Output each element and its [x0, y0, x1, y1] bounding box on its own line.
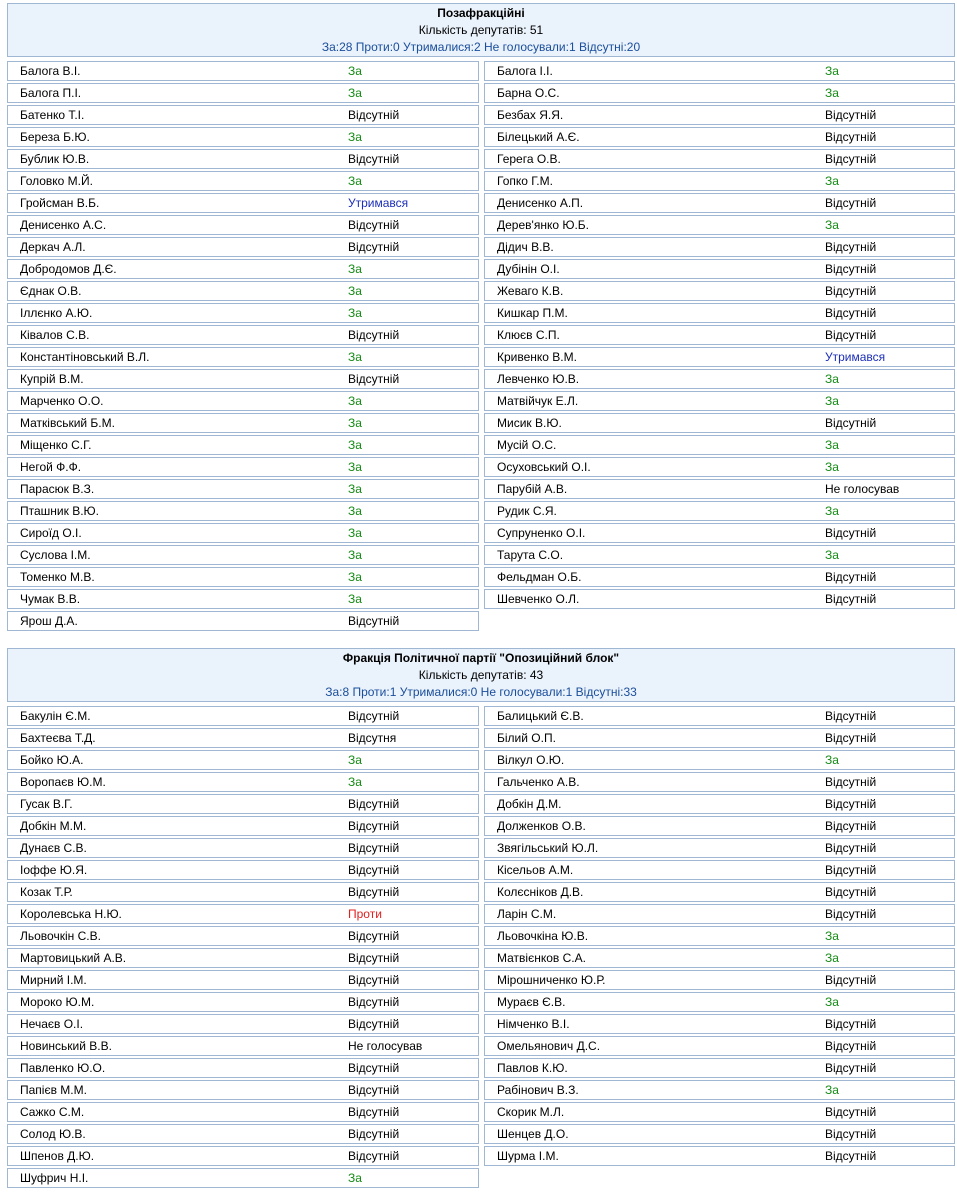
- vote-result: За: [825, 753, 839, 767]
- deputy-name: Безбах Я.Я.: [497, 108, 564, 122]
- deputy-name: Бублик Ю.В.: [20, 152, 90, 166]
- deputy-name: Ківалов С.В.: [20, 328, 90, 342]
- member-row: [484, 1102, 955, 1122]
- vote-result: Відсутній: [825, 570, 877, 584]
- deputy-name: Бакулін Є.М.: [20, 709, 91, 723]
- vote-result: За: [825, 86, 839, 100]
- member-row: [484, 772, 955, 792]
- member-row: [484, 970, 955, 990]
- member-row: [484, 259, 955, 279]
- member-row: [7, 259, 479, 279]
- deputy-name: Мисик В.Ю.: [497, 416, 562, 430]
- member-row: [484, 523, 955, 543]
- deputy-name: Рудик С.Я.: [497, 504, 557, 518]
- vote-result: Відсутній: [348, 1127, 400, 1141]
- vote-result: За: [825, 218, 839, 232]
- member-row: [484, 904, 955, 924]
- vote-result: За: [348, 548, 362, 562]
- vote-result: За: [825, 372, 839, 386]
- member-row: [7, 926, 479, 946]
- vote-result: Відсутній: [825, 262, 877, 276]
- vote-result: Відсутній: [348, 1061, 400, 1075]
- member-row: [484, 61, 955, 81]
- member-row: [484, 457, 955, 477]
- deputy-name: Балога І.І.: [497, 64, 553, 78]
- deputy-name: Мусій О.С.: [497, 438, 557, 452]
- deputy-name: Сироїд О.І.: [20, 526, 82, 540]
- member-row: [484, 413, 955, 433]
- deputy-name: Новинський В.В.: [20, 1039, 112, 1053]
- deputy-name: Кісельов А.М.: [497, 863, 574, 877]
- member-row: [484, 347, 955, 367]
- member-row: [484, 391, 955, 411]
- member-row: [484, 1014, 955, 1034]
- deputy-name: Матвійчук Е.Л.: [497, 394, 579, 408]
- vote-result: Відсутній: [825, 731, 877, 745]
- member-row: [484, 567, 955, 587]
- vote-result: Відсутній: [825, 240, 877, 254]
- deputy-name: Бойко Ю.А.: [20, 753, 84, 767]
- vote-result: Відсутній: [348, 108, 400, 122]
- vote-result: Відсутній: [348, 1017, 400, 1031]
- deputy-name: Матківський Б.М.: [20, 416, 115, 430]
- vote-result: Відсутній: [825, 196, 877, 210]
- deputy-name: Чумак В.В.: [20, 592, 81, 606]
- vote-result: Відсутня: [348, 731, 397, 745]
- deputy-name: Жеваго К.В.: [497, 284, 564, 298]
- vote-result: Відсутній: [825, 1039, 877, 1053]
- deputy-name: Звягільський Ю.Л.: [497, 841, 599, 855]
- deputy-name: Дідич В.В.: [497, 240, 554, 254]
- member-row: [484, 149, 955, 169]
- faction-member-count: Кількість депутатів: 43: [418, 668, 544, 682]
- member-row: [7, 1036, 479, 1056]
- member-row: [484, 860, 955, 880]
- member-row: [484, 193, 955, 213]
- deputy-name: Мирний І.М.: [20, 973, 87, 987]
- deputy-name: Дерев'янко Ю.Б.: [497, 218, 589, 232]
- deputy-name: Німченко В.І.: [497, 1017, 570, 1031]
- deputy-name: Омельянович Д.С.: [497, 1039, 601, 1053]
- member-row: [7, 523, 479, 543]
- member-row: [484, 83, 955, 103]
- member-row: [7, 83, 479, 103]
- member-row: [7, 347, 479, 367]
- vote-result: Відсутній: [348, 709, 400, 723]
- vote-result: Відсутній: [348, 1083, 400, 1097]
- deputy-name: Солод Ю.В.: [20, 1127, 86, 1141]
- deputy-name: Негой Ф.Ф.: [20, 460, 82, 474]
- vote-result: Відсутній: [348, 863, 400, 877]
- member-row: [484, 1080, 955, 1100]
- deputy-name: Барна О.С.: [497, 86, 560, 100]
- member-row: [7, 479, 479, 499]
- deputy-name: Долженков О.В.: [497, 819, 586, 833]
- member-grid: [7, 57, 955, 629]
- deputy-name: Балога В.І.: [20, 64, 81, 78]
- deputy-name: Мартовицький А.В.: [20, 951, 127, 965]
- vote-result: Відсутній: [825, 416, 877, 430]
- vote-result: За: [348, 64, 362, 78]
- deputy-name: Балицький Є.В.: [497, 709, 584, 723]
- member-row: [484, 750, 955, 770]
- deputy-name: Пташник В.Ю.: [20, 504, 99, 518]
- deputy-name: Марченко О.О.: [20, 394, 104, 408]
- vote-result: За: [348, 775, 362, 789]
- faction-vote-summary: За:28 Проти:0 Утрималися:2 Не голосували:1 Відсутні:20: [321, 40, 641, 54]
- vote-result: Відсутній: [825, 863, 877, 877]
- vote-result: За: [825, 64, 839, 78]
- deputy-name: Денисенко А.П.: [497, 196, 584, 210]
- member-row: [7, 772, 479, 792]
- member-row: [484, 794, 955, 814]
- vote-result: Відсутній: [825, 973, 877, 987]
- deputy-name: Міщенко С.Г.: [20, 438, 92, 452]
- vote-result: Не голосував: [825, 482, 900, 496]
- member-row: [7, 589, 479, 609]
- member-row: [7, 457, 479, 477]
- vote-result: Відсутній: [825, 797, 877, 811]
- deputy-name: Нечаєв О.І.: [20, 1017, 84, 1031]
- member-row: [7, 215, 479, 235]
- vote-result: Відсутній: [825, 1017, 877, 1031]
- vote-result: Відсутній: [825, 108, 877, 122]
- member-row: [7, 127, 479, 147]
- member-row: [484, 105, 955, 125]
- vote-result: За: [825, 504, 839, 518]
- member-row: [484, 127, 955, 147]
- vote-result: Відсутній: [825, 1105, 877, 1119]
- member-row: [484, 992, 955, 1012]
- vote-result: За: [348, 416, 362, 430]
- member-row: [7, 281, 479, 301]
- deputy-name: Купрій В.М.: [20, 372, 84, 386]
- deputy-name: Льовочкін С.В.: [20, 929, 101, 943]
- faction-vote-summary: За:8 Проти:1 Утрималися:0 Не голосували:1 Відсутні:33: [325, 685, 637, 699]
- faction-header: [7, 3, 955, 57]
- member-row: [7, 501, 479, 521]
- vote-result: За: [825, 174, 839, 188]
- member-row: [484, 1124, 955, 1144]
- vote-result: Відсутній: [825, 1127, 877, 1141]
- vote-result: За: [348, 504, 362, 518]
- vote-result: Відсутній: [825, 592, 877, 606]
- member-row: [7, 545, 479, 565]
- member-row: [7, 794, 479, 814]
- member-row: [7, 706, 479, 726]
- vote-result: За: [825, 460, 839, 474]
- member-row: [7, 149, 479, 169]
- member-row: [484, 816, 955, 836]
- deputy-name: Денисенко А.С.: [20, 218, 107, 232]
- deputy-name: Білецький А.Є.: [497, 130, 580, 144]
- vote-result: За: [348, 350, 362, 364]
- deputy-name: Ларін С.М.: [497, 907, 557, 921]
- vote-result: Відсутній: [825, 775, 877, 789]
- member-row: [7, 1102, 479, 1122]
- faction-block-independent: [7, 3, 955, 629]
- deputy-name: Шенцев Д.О.: [497, 1127, 569, 1141]
- deputy-name: Льовочкіна Ю.В.: [497, 929, 589, 943]
- faction-title: Фракція Політичної партії "Опозиційний блок": [342, 651, 620, 665]
- vote-result: Відсутній: [348, 973, 400, 987]
- deputy-name: Бахтеєва Т.Д.: [20, 731, 96, 745]
- vote-result: Відсутній: [348, 614, 400, 628]
- deputy-name: Батенко Т.І.: [20, 108, 85, 122]
- deputy-name: Козак Т.Р.: [20, 885, 73, 899]
- deputy-name: Гопко Г.М.: [497, 174, 553, 188]
- member-row: [7, 193, 479, 213]
- vote-result: Відсутній: [825, 306, 877, 320]
- vote-result: За: [825, 995, 839, 1009]
- faction-header: [7, 648, 955, 702]
- deputy-name: Константіновський В.Л.: [20, 350, 150, 364]
- deputy-name: Суслова І.М.: [20, 548, 91, 562]
- member-row: [7, 369, 479, 389]
- vote-result: Відсутній: [348, 1149, 400, 1163]
- deputy-name: Єднак О.В.: [20, 284, 82, 298]
- member-row: [484, 303, 955, 323]
- vote-result: Відсутній: [825, 152, 877, 166]
- vote-result: Проти: [348, 907, 382, 921]
- member-row: [7, 838, 479, 858]
- vote-result: За: [348, 306, 362, 320]
- member-row: [484, 926, 955, 946]
- faction-member-count: Кількість депутатів: 51: [418, 23, 544, 37]
- member-row: [7, 948, 479, 968]
- member-row: [7, 1014, 479, 1034]
- vote-result: За: [348, 394, 362, 408]
- deputy-name: Мірошниченко Ю.Р.: [497, 973, 606, 987]
- deputy-name: Павлов К.Ю.: [497, 1061, 568, 1075]
- member-row: [7, 61, 479, 81]
- member-row: [7, 611, 479, 631]
- member-row: [7, 904, 479, 924]
- vote-result: Відсутній: [825, 709, 877, 723]
- member-row: [484, 1036, 955, 1056]
- vote-result: Відсутній: [348, 841, 400, 855]
- vote-result: За: [348, 753, 362, 767]
- vote-result: Відсутній: [825, 328, 877, 342]
- deputy-name: Добкін Д.М.: [497, 797, 562, 811]
- vote-result: За: [348, 460, 362, 474]
- deputy-name: Папієв М.М.: [20, 1083, 87, 1097]
- vote-result: Відсутній: [348, 951, 400, 965]
- deputy-name: Гройсман В.Б.: [20, 196, 100, 210]
- vote-result: Відсутній: [348, 929, 400, 943]
- deputy-name: Королевська Н.Ю.: [20, 907, 122, 921]
- faction-block-opposition: [7, 648, 955, 1186]
- member-row: [484, 435, 955, 455]
- member-row: [7, 1146, 479, 1166]
- vote-result: Відсутній: [825, 1061, 877, 1075]
- vote-result: Відсутній: [825, 907, 877, 921]
- deputy-name: Кривенко В.М.: [497, 350, 577, 364]
- vote-result: Відсутній: [348, 372, 400, 386]
- vote-result: За: [348, 174, 362, 188]
- deputy-name: Береза Б.Ю.: [20, 130, 90, 144]
- deputy-name: Шурма І.М.: [497, 1149, 559, 1163]
- deputy-name: Тарута С.О.: [497, 548, 564, 562]
- faction-title: Позафракційні: [437, 6, 525, 20]
- deputy-name: Осуховський О.І.: [497, 460, 591, 474]
- vote-result: За: [825, 929, 839, 943]
- member-row: [7, 105, 479, 125]
- member-row: [484, 325, 955, 345]
- vote-result: За: [348, 86, 362, 100]
- vote-result: Відсутній: [825, 885, 877, 899]
- member-row: [484, 882, 955, 902]
- deputy-name: Томенко М.В.: [20, 570, 95, 584]
- vote-result: Відсутній: [348, 240, 400, 254]
- member-row: [484, 948, 955, 968]
- deputy-name: Мураєв Є.В.: [497, 995, 566, 1009]
- member-grid: [7, 702, 955, 1186]
- member-row: [484, 1058, 955, 1078]
- member-row: [484, 501, 955, 521]
- member-row: [484, 215, 955, 235]
- member-row: [484, 479, 955, 499]
- member-row: [7, 303, 479, 323]
- deputy-name: Гусак В.Г.: [20, 797, 73, 811]
- member-row: [7, 413, 479, 433]
- deputy-name: Добкін М.М.: [20, 819, 87, 833]
- vote-result: За: [825, 394, 839, 408]
- member-row: [484, 589, 955, 609]
- vote-result: Відсутній: [348, 152, 400, 166]
- deputy-name: Кишкар П.М.: [497, 306, 568, 320]
- member-row: [484, 281, 955, 301]
- deputy-name: Білий О.П.: [497, 731, 556, 745]
- member-row: [7, 1124, 479, 1144]
- deputy-name: Сажко С.М.: [20, 1105, 85, 1119]
- vote-result: За: [825, 1083, 839, 1097]
- vote-result: За: [348, 262, 362, 276]
- member-row: [484, 838, 955, 858]
- vote-result: За: [348, 526, 362, 540]
- vote-result: За: [348, 130, 362, 144]
- member-row: [7, 391, 479, 411]
- deputy-name: Шпенов Д.Ю.: [20, 1149, 95, 1163]
- member-row: [484, 706, 955, 726]
- vote-result: Відсутній: [348, 1105, 400, 1119]
- member-row: [484, 237, 955, 257]
- member-row: [7, 1058, 479, 1078]
- deputy-name: Супруненко О.І.: [497, 526, 586, 540]
- vote-result: За: [348, 284, 362, 298]
- deputy-name: Дунаєв С.В.: [20, 841, 87, 855]
- deputy-name: Клюєв С.П.: [497, 328, 560, 342]
- member-row: [484, 1146, 955, 1166]
- member-row: [484, 171, 955, 191]
- vote-result: Відсутній: [348, 218, 400, 232]
- vote-result: Відсутній: [825, 819, 877, 833]
- deputy-name: Іоффе Ю.Я.: [20, 863, 88, 877]
- member-row: [7, 567, 479, 587]
- member-row: [7, 1080, 479, 1100]
- member-row: [484, 545, 955, 565]
- vote-result: За: [348, 438, 362, 452]
- vote-result: Відсутній: [348, 819, 400, 833]
- vote-result: За: [348, 482, 362, 496]
- member-row: [7, 992, 479, 1012]
- vote-result: Відсутній: [825, 526, 877, 540]
- vote-result: Відсутній: [825, 284, 877, 298]
- member-row: [7, 171, 479, 191]
- deputy-name: Фельдман О.Б.: [497, 570, 582, 584]
- deputy-name: Шуфрич Н.І.: [20, 1171, 89, 1185]
- member-row: [7, 860, 479, 880]
- deputy-name: Вілкул О.Ю.: [497, 753, 565, 767]
- vote-result: За: [348, 1171, 362, 1185]
- deputy-name: Матвієнков С.А.: [497, 951, 586, 965]
- deputy-name: Ярош Д.А.: [20, 614, 78, 628]
- deputy-name: Скорик М.Л.: [497, 1105, 565, 1119]
- member-row: [484, 369, 955, 389]
- deputy-name: Іллєнко А.Ю.: [20, 306, 93, 320]
- deputy-name: Парасюк В.З.: [20, 482, 95, 496]
- vote-result: За: [348, 570, 362, 584]
- member-row: [7, 882, 479, 902]
- vote-result: За: [348, 592, 362, 606]
- deputy-name: Левченко Ю.В.: [497, 372, 580, 386]
- member-row: [7, 970, 479, 990]
- vote-result: За: [825, 438, 839, 452]
- deputy-name: Дубінін О.І.: [497, 262, 560, 276]
- member-row: [7, 1168, 479, 1188]
- member-row: [7, 237, 479, 257]
- vote-result: Відсутній: [825, 130, 877, 144]
- vote-result: Не голосував: [348, 1039, 423, 1053]
- vote-result: Відсутній: [348, 797, 400, 811]
- deputy-name: Павленко Ю.О.: [20, 1061, 106, 1075]
- member-row: [484, 728, 955, 748]
- member-row: [7, 728, 479, 748]
- vote-result: Відсутній: [825, 841, 877, 855]
- vote-result: Утримався: [825, 350, 886, 364]
- member-row: [7, 816, 479, 836]
- deputy-name: Колєсніков Д.В.: [497, 885, 584, 899]
- member-row: [7, 750, 479, 770]
- deputy-name: Шевченко О.Л.: [497, 592, 580, 606]
- deputy-name: Деркач А.Л.: [20, 240, 86, 254]
- deputy-name: Головко М.Й.: [20, 174, 93, 188]
- vote-result: За: [825, 548, 839, 562]
- member-row: [7, 435, 479, 455]
- deputy-name: Балога П.І.: [20, 86, 82, 100]
- vote-result: Відсутній: [825, 1149, 877, 1163]
- deputy-name: Рабінович В.З.: [497, 1083, 579, 1097]
- vote-result: Відсутній: [348, 885, 400, 899]
- vote-result: Утримався: [348, 196, 409, 210]
- deputy-name: Мороко Ю.М.: [20, 995, 95, 1009]
- deputy-name: Воропаєв Ю.М.: [20, 775, 106, 789]
- vote-result: Відсутній: [348, 995, 400, 1009]
- deputy-name: Гальченко А.В.: [497, 775, 580, 789]
- member-row: [7, 325, 479, 345]
- deputy-name: Добродомов Д.Є.: [20, 262, 117, 276]
- deputy-name: Герега О.В.: [497, 152, 561, 166]
- deputy-name: Парубій А.В.: [497, 482, 568, 496]
- vote-result: За: [825, 951, 839, 965]
- vote-result: Відсутній: [348, 328, 400, 342]
